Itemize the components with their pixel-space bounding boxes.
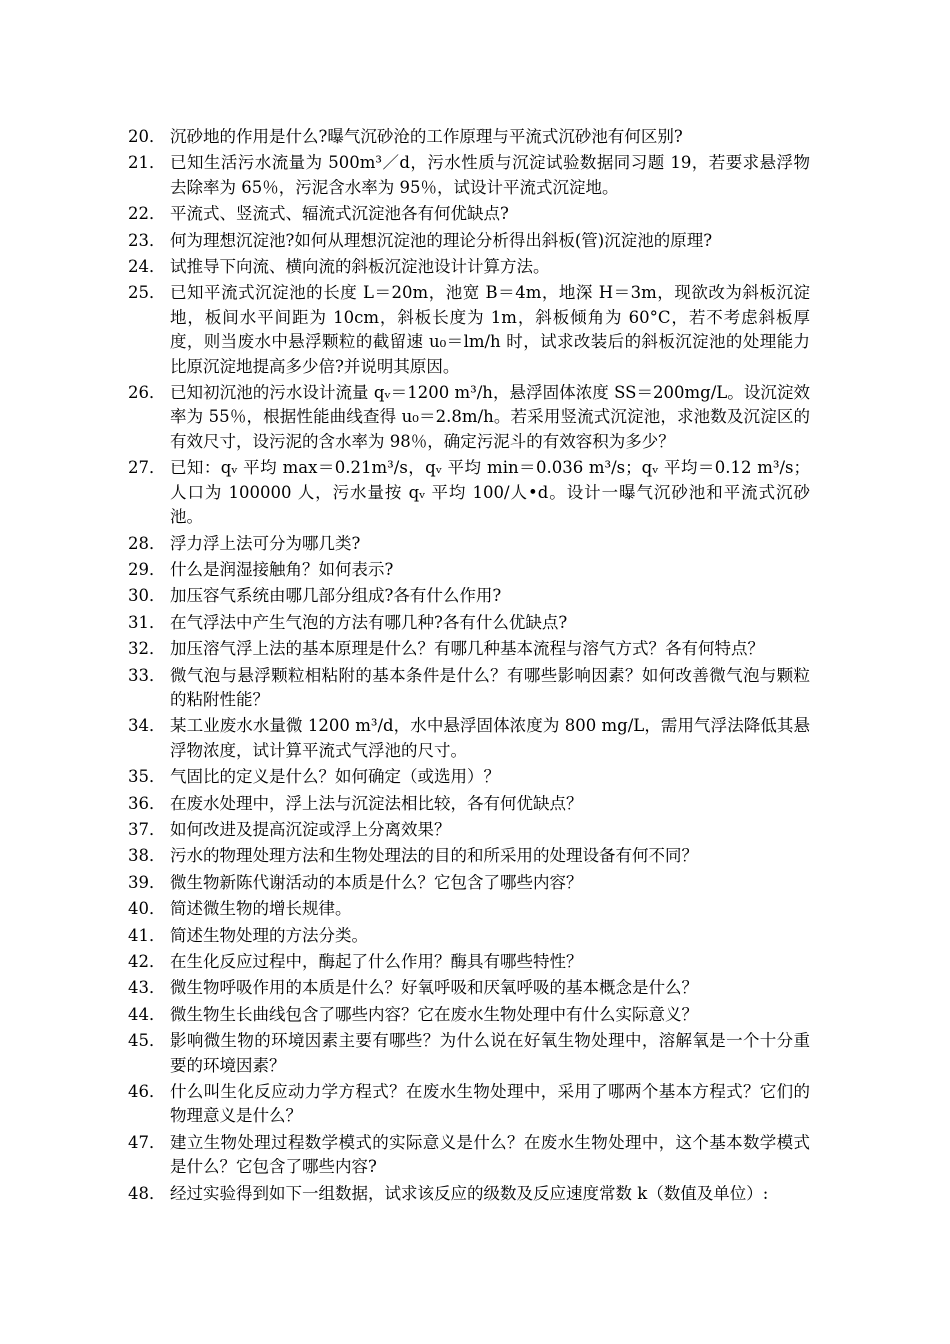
question-number: 37． (128, 819, 166, 839)
question-text: 平流式、竖流式、辐流式沉淀池各有何优缺点? (170, 204, 509, 224)
question-text: 某工业废水水量微 1200 m³/d，水中悬浮固体浓度为 800 mg/L，需用气浮法降低其悬浮物浓度，试计算平流式气浮池的尺寸。 (170, 716, 810, 760)
question-item (128, 229, 810, 253)
question-number: 31． (128, 612, 166, 632)
question-number: 42． (128, 952, 166, 971)
question-item (128, 532, 810, 556)
question-text: 在气浮法中产生气泡的方法有哪几种?各有什么优缺点? (170, 612, 568, 632)
question-item (128, 637, 810, 661)
question-item (128, 1003, 810, 1027)
question-text: 已知：qᵥ 平均 max＝0.21m³/s，qᵥ 平均 min＝0.036 m³/s；qᵥ 平均＝0.12 m³/s；人口为 100000 人，污水量按 qᵥ 平均 100/人•d。设计一曝气沉砂池和平流式沉砂池。 (170, 458, 810, 527)
question-number: 39． (128, 872, 166, 892)
question-number: 40． (128, 899, 166, 919)
question-number: 24． (128, 257, 166, 277)
question-text: 微气泡与悬浮颗粒相粘附的基本条件是什么？有哪些影响因素？如何改善微气泡与颗粒的粘附性能？ (170, 665, 810, 709)
question-number: 20． (128, 127, 166, 146)
question-text: 如何改进及提高沉淀或浮上分离效果？ (170, 819, 451, 839)
question-number: 22． (128, 204, 166, 224)
question-item (128, 792, 810, 816)
question-number: 28． (128, 533, 166, 553)
question-item (128, 125, 810, 149)
question-number: 21． (128, 153, 166, 173)
question-text: 加压容气系统由哪几部分组成?各有什么作用? (170, 586, 502, 606)
question-item (128, 1029, 810, 1078)
question-item (128, 281, 810, 379)
question-text: 简述微生物的增长规律。 (170, 899, 352, 919)
question-list (0, 125, 950, 1206)
question-text: 已知生活污水流量为 500m³／d，污水性质与沉淀试验数据同习题 19，若要求悬浮物去除率为 65％，污泥含水率为 95％，试设计平流式沉淀地。 (170, 153, 810, 197)
question-number: 36． (128, 793, 166, 813)
question-item (128, 1131, 810, 1180)
question-item (128, 871, 810, 895)
question-text: 经过实验得到如下一组数据，试求该反应的级数及反应速度常数 k（数值及单位）: (170, 1183, 769, 1203)
question-item (128, 558, 810, 582)
question-item (128, 976, 810, 1000)
question-text: 什么叫生化反应动力学方程式？在废水生物处理中，采用了哪两个基本方程式？它们的物理意义是什么？ (170, 1082, 810, 1126)
question-text: 在生化反应过程中，酶起了什么作用？酶具有哪些特性？ (170, 952, 583, 971)
question-item (128, 950, 810, 974)
question-text: 建立生物处理过程数学模式的实际意义是什么？在废水生物处理中，这个基本数学模式是什么？它包含了哪些内容? (170, 1132, 810, 1177)
question-text: 何为理想沉淀池?如何从理想沉淀池的理论分析得出斜板(管)沉淀池的原理? (170, 230, 713, 250)
question-number: 33． (128, 665, 166, 685)
question-number: 46． (128, 1082, 166, 1102)
question-number: 26． (128, 383, 166, 403)
question-item (128, 714, 810, 763)
question-item (128, 1080, 810, 1129)
question-number: 45． (128, 1031, 166, 1051)
question-number: 29． (128, 559, 166, 579)
question-text: 微生物呼吸作用的本质是什么？好氧呼吸和厌氧呼吸的基本概念是什么？ (170, 978, 698, 998)
question-number: 44． (128, 1004, 166, 1024)
question-text: 气固比的定义是什么？如何确定（或选用）？ (170, 767, 500, 787)
question-text: 已知初沉池的污水设计流量 qᵥ＝1200 m³/h，悬浮固体浓度 SS＝200mg/L。设沉淀效率为 55％，根据性能曲线查得 u₀＝2.8m/h。若采用竖流式沉淀池，求池数及沉淀区的有效尺寸，设污泥的含水率为 98％，确定污泥斗的有效容积为多少？ (170, 383, 810, 451)
question-text: 浮力浮上法可分为哪几类? (170, 533, 361, 553)
question-item (128, 202, 810, 226)
question-text: 加压溶气浮上法的基本原理是什么？有哪几种基本流程与溶气方式？各有何特点？ (170, 639, 764, 659)
question-item (128, 897, 810, 921)
question-item (128, 844, 810, 868)
question-number: 27． (128, 458, 166, 478)
question-number: 30． (128, 586, 166, 606)
question-text: 污水的物理处理方法和生物处理法的目的和所采用的处理设备有何不同？ (170, 846, 698, 866)
question-text: 沉砂地的作用是什么?曝气沉砂沧的工作原理与平流式沉砂池有何区别? (170, 127, 683, 146)
question-text: 微生物新陈代谢活动的本质是什么？它包含了哪些内容？ (170, 872, 583, 892)
question-text: 什么是润湿接触角？如何表示? (170, 559, 394, 579)
question-text: 在废水处理中，浮上法与沉淀法相比较，各有何优缺点？ (170, 793, 583, 813)
question-item (128, 1182, 810, 1206)
question-item (128, 584, 810, 608)
question-number: 32． (128, 639, 166, 659)
question-number: 47． (128, 1132, 166, 1152)
question-number: 43． (128, 978, 166, 998)
question-number: 38． (128, 846, 166, 866)
question-item (128, 611, 810, 635)
question-text: 已知平流式沉淀池的长度 L＝20m，池宽 B＝4m，地深 H＝3m，现欲改为斜板沉淀地，板间水平间距为 10cm，斜板长度为 1m，斜板倾角为 60°C，若不考虑斜板厚度，则当废水中悬浮颗粒的截留速 u₀＝lm/h 时，试求改装后的斜板沉淀池的处理能力比原沉淀地提高多少倍?并说明其原因。 (170, 283, 810, 376)
question-item (128, 924, 810, 948)
question-text: 影响微生物的环境因素主要有哪些？为什么说在好氧生物处理中，溶解氧是一个十分重要的环境因素？ (170, 1031, 810, 1075)
question-text: 微生物生长曲线包含了哪些内容？它在废水生物处理中有什么实际意义？ (170, 1004, 698, 1024)
question-item (128, 381, 810, 454)
question-item (128, 818, 810, 842)
question-number: 35． (128, 767, 166, 787)
question-item (128, 664, 810, 713)
question-number: 25． (128, 283, 166, 303)
question-item (128, 151, 810, 200)
question-item (128, 255, 810, 279)
question-number: 23． (128, 230, 166, 250)
question-number: 48． (128, 1183, 166, 1203)
question-item (128, 765, 810, 789)
question-number: 41． (128, 925, 166, 945)
question-item (128, 456, 810, 529)
question-number: 34． (128, 716, 166, 736)
question-text: 简述生物处理的方法分类。 (170, 925, 368, 945)
question-text: 试推导下向流、横向流的斜板沉淀池设计计算方法。 (170, 257, 550, 277)
